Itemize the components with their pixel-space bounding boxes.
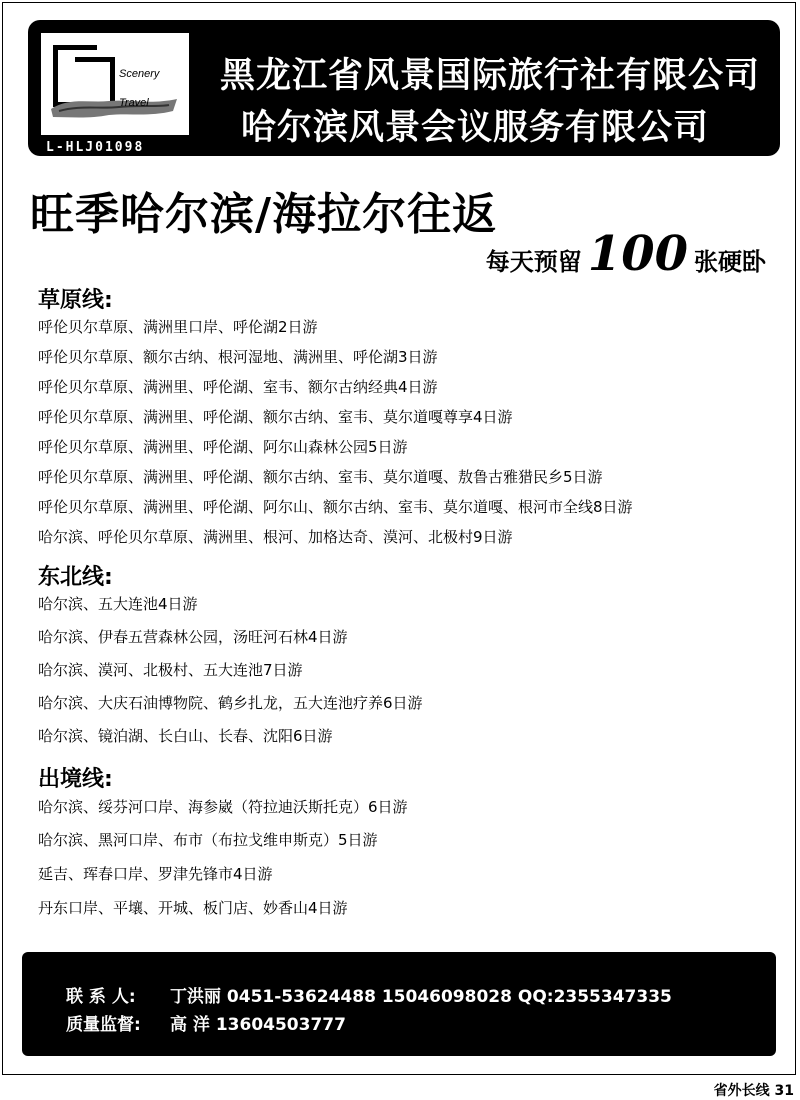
section-title-northeast: 东北线:: [38, 565, 113, 590]
company-name-primary: 黑龙江省风景国际旅行社有限公司: [220, 56, 761, 96]
section-title-outbound: 出境线:: [38, 767, 113, 792]
route-item: 呼伦贝尔草原、满洲里、呼伦湖、额尔古纳、室韦、莫尔道嘎、敖鲁古雅猎民乡5日游: [38, 468, 603, 486]
route-item: 哈尔滨、五大连池4日游: [38, 595, 198, 613]
route-item: 丹东口岸、平壤、开城、板门店、妙香山4日游: [38, 899, 348, 917]
route-item: 呼伦贝尔草原、满洲里、呼伦湖、阿尔山森林公园5日游: [38, 438, 408, 456]
contact-value: 丁洪丽 0451-53624488 15046098028 QQ:2355347335: [170, 987, 672, 1007]
contact-person-row: [66, 982, 672, 1007]
section-title-grassland: 草原线:: [38, 288, 113, 313]
route-item: 哈尔滨、伊春五营森林公园，汤旺河石林4日游: [38, 628, 348, 646]
header-banner: [28, 20, 780, 156]
logo-brushstroke: [49, 93, 179, 121]
company-name-secondary: 哈尔滨风景会议服务有限公司: [241, 108, 710, 148]
subheadline: [486, 226, 766, 282]
logo-word-1: Scenery: [119, 68, 160, 80]
route-item: 呼伦贝尔草原、满洲里、呼伦湖、阿尔山、额尔古纳、室韦、莫尔道嘎、根河市全线8日游: [38, 498, 633, 516]
headline: 旺季哈尔滨/海拉尔往返: [30, 189, 498, 240]
logo-word-2: Travel: [119, 97, 149, 109]
route-item: 延吉、珲春口岸、罗津先锋市4日游: [38, 865, 273, 883]
route-item: 哈尔滨、呼伦贝尔草原、满洲里、根河、加格达奇、漠河、北极村9日游: [38, 528, 513, 546]
page-footer: 省外长线 31: [713, 1083, 794, 1099]
route-item: 呼伦贝尔草原、额尔古纳、根河湿地、满洲里、呼伦湖3日游: [38, 348, 438, 366]
supervision-label: 质量监督:: [66, 1015, 141, 1035]
route-item: 哈尔滨、大庆石油博物院、鹤乡扎龙，五大连池疗养6日游: [38, 694, 423, 712]
route-item: 哈尔滨、镜泊湖、长白山、长春、沈阳6日游: [38, 727, 333, 745]
subheadline-post: 张硬卧: [694, 248, 766, 276]
route-item: 哈尔滨、漠河、北极村、五大连池7日游: [38, 661, 303, 679]
route-item: 哈尔滨、黑河口岸、布市（布拉戈维申斯克）5日游: [38, 831, 378, 849]
company-logo: [41, 33, 189, 135]
contact-banner: [22, 952, 776, 1056]
route-item: 呼伦贝尔草原、满洲里、呼伦湖、额尔古纳、室韦、莫尔道嘎尊享4日游: [38, 408, 513, 426]
quality-supervision-row: [66, 1010, 346, 1035]
contact-label: 联 系 人:: [66, 987, 136, 1007]
route-item: 哈尔滨、绥芬河口岸、海参崴（符拉迪沃斯托克）6日游: [38, 798, 408, 816]
subheadline-number: 100: [587, 226, 688, 282]
supervision-value: 高 洋 13604503777: [170, 1015, 346, 1035]
subheadline-pre: 每天预留: [485, 248, 582, 276]
route-item: 呼伦贝尔草原、满洲里、呼伦湖、室韦、额尔古纳经典4日游: [38, 378, 438, 396]
route-item: 呼伦贝尔草原、满洲里口岸、呼伦湖2日游: [38, 318, 318, 336]
license-number: L-HLJ01098: [46, 140, 145, 155]
